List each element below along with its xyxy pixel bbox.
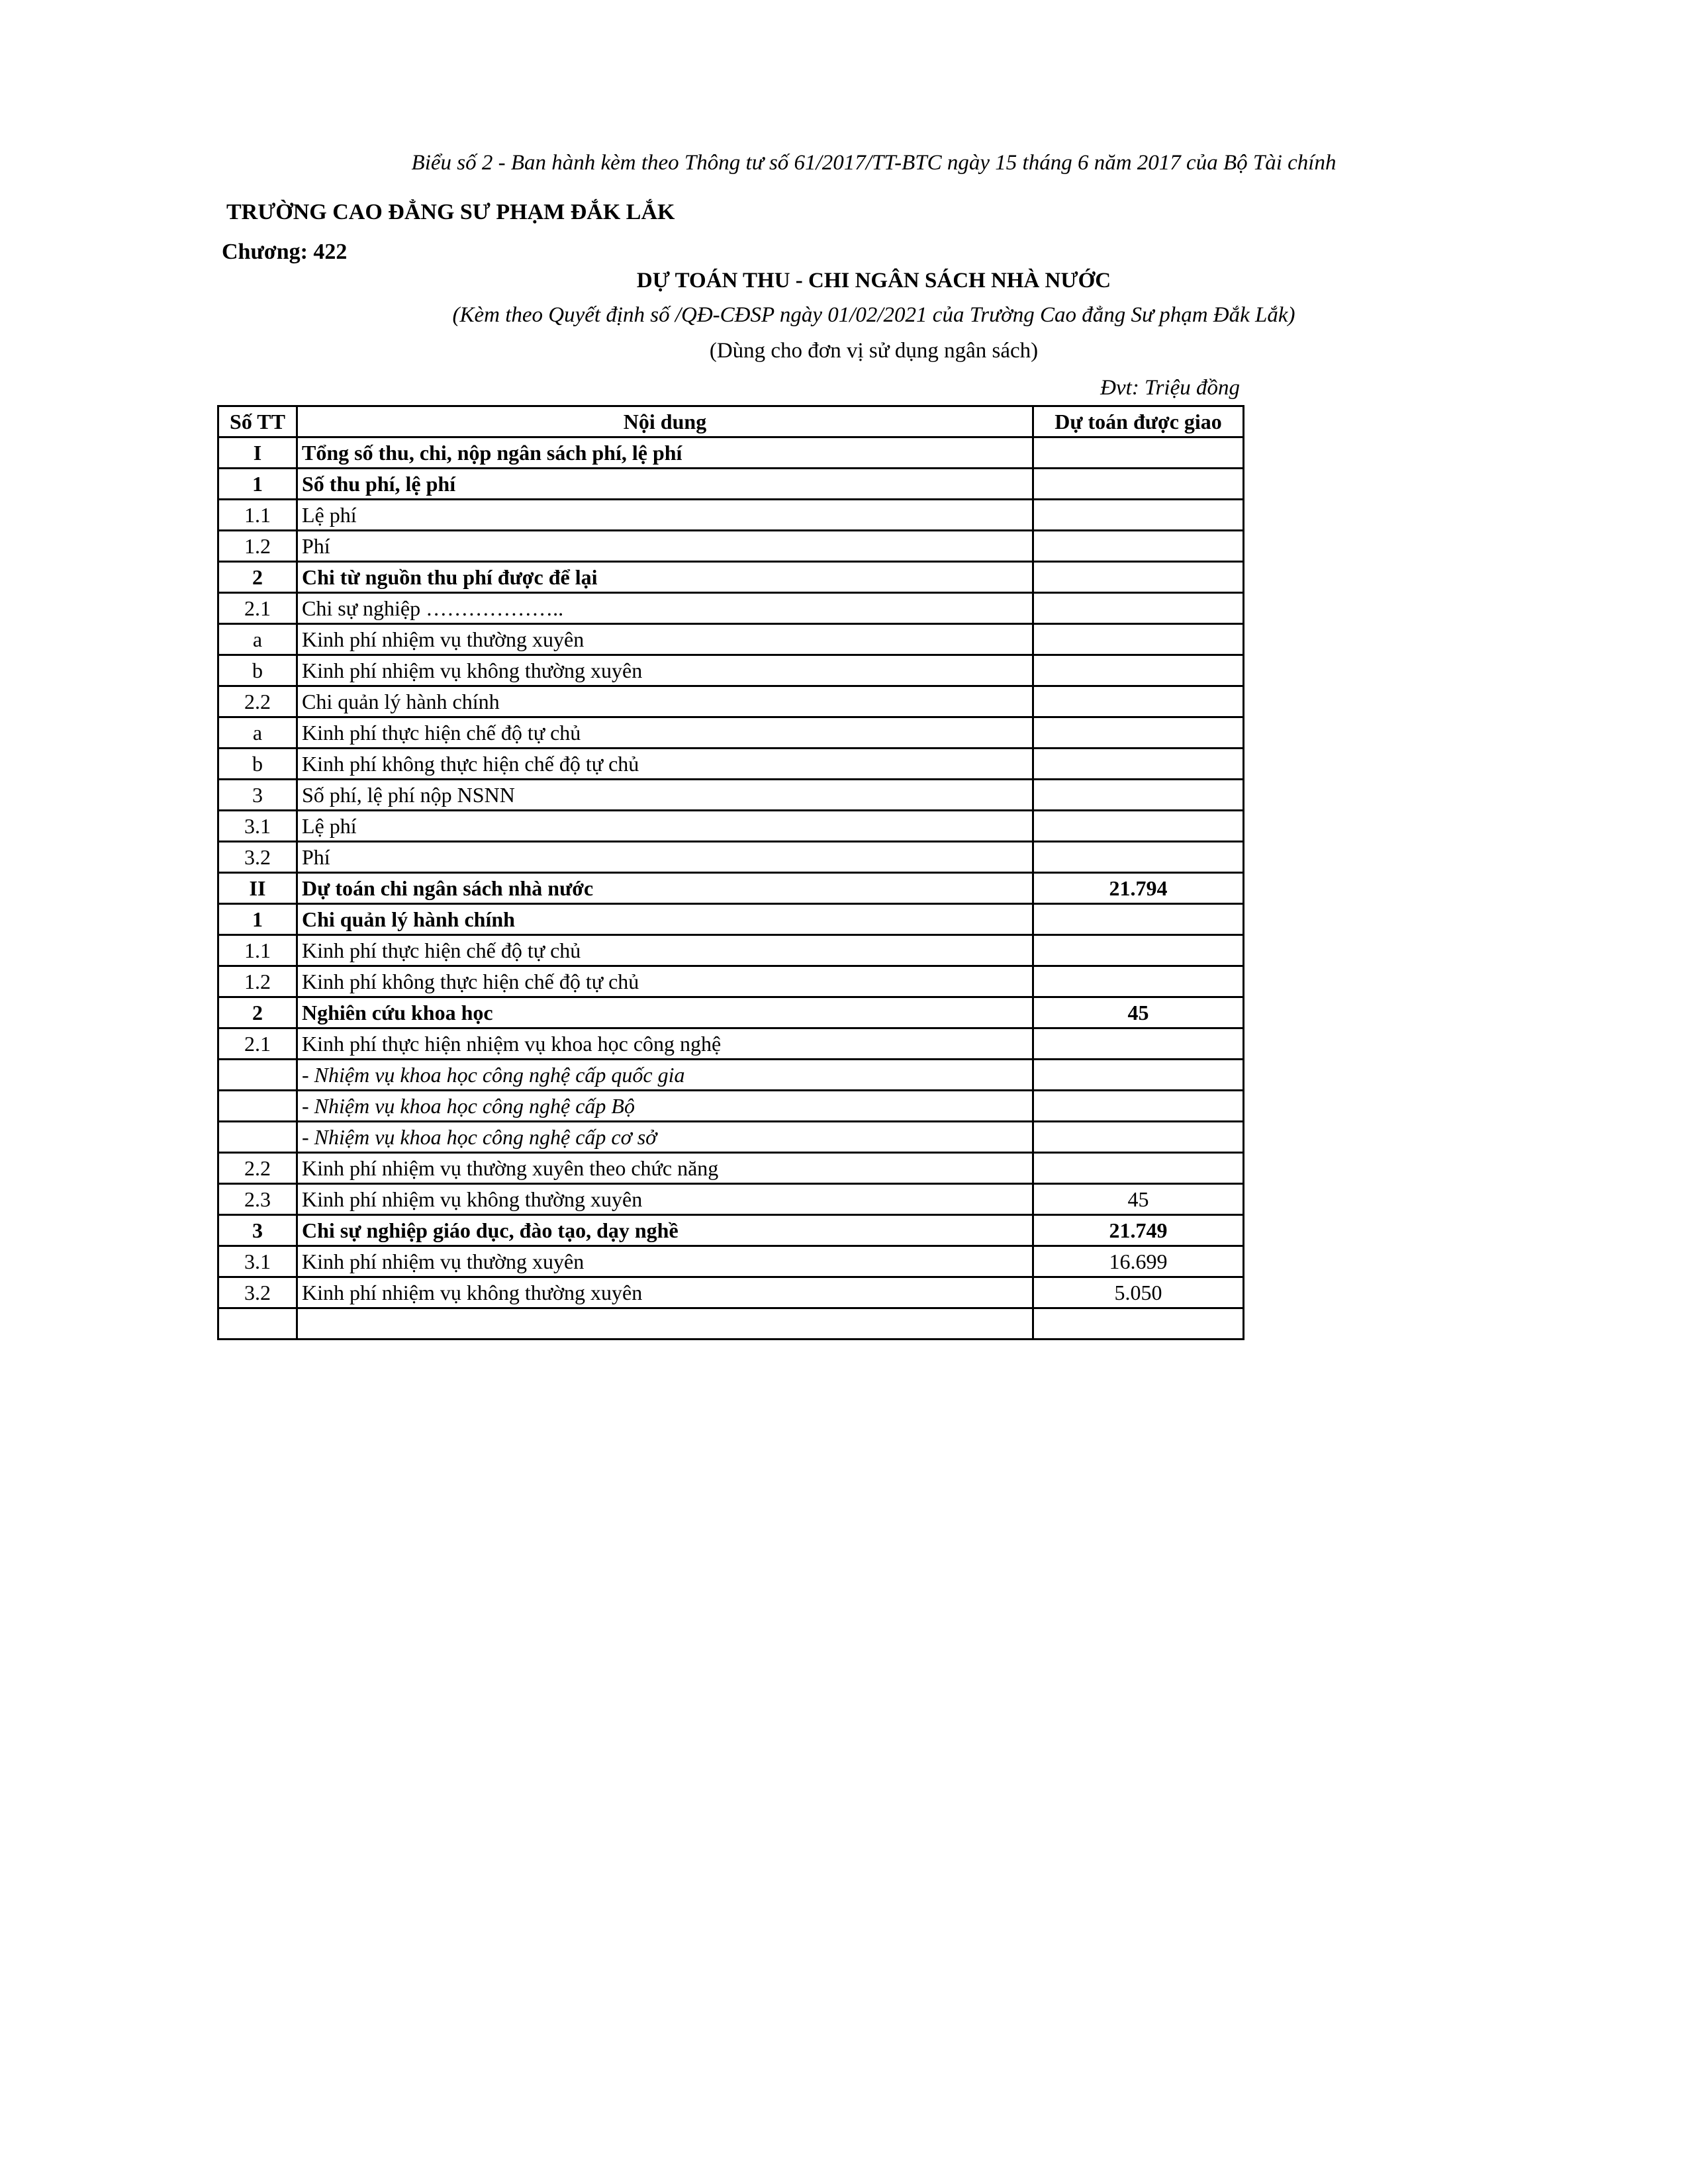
- row-number-cell: 3.2: [218, 1277, 297, 1308]
- row-value-cell: [1033, 1028, 1244, 1060]
- row-number-cell: 1.1: [218, 935, 297, 966]
- row-number-cell: 1.1: [218, 500, 297, 531]
- row-value-cell: 5.050: [1033, 1277, 1244, 1308]
- row-content-cell: Kinh phí nhiệm vụ không thường xuyên: [297, 1184, 1033, 1215]
- row-value-cell: [1033, 1060, 1244, 1091]
- table-row: [218, 500, 1244, 531]
- row-number-cell: 2.1: [218, 1028, 297, 1060]
- row-number-cell: b: [218, 655, 297, 686]
- table-row: [218, 624, 1244, 655]
- table-header-row: [218, 406, 1244, 437]
- table-row: [218, 811, 1244, 842]
- row-content-cell: Chi sự nghiệp giáo dục, đào tạo, dạy nghề: [297, 1215, 1033, 1246]
- table-row: [218, 531, 1244, 562]
- table-row: [218, 966, 1244, 997]
- row-number-cell: 1: [218, 904, 297, 935]
- row-value-cell: 21.794: [1033, 873, 1244, 904]
- row-content-cell: [297, 1308, 1033, 1340]
- table-row: [218, 935, 1244, 966]
- table-row: [218, 1246, 1244, 1277]
- organization-name: TRƯỜNG CAO ĐẲNG SƯ PHẠM ĐẮK LẮK: [226, 200, 675, 224]
- row-value-cell: [1033, 1153, 1244, 1184]
- row-value-cell: [1033, 811, 1244, 842]
- table-row: [218, 655, 1244, 686]
- row-number-cell: [218, 1091, 297, 1122]
- row-value-cell: 45: [1033, 1184, 1244, 1215]
- table-row: [218, 749, 1244, 780]
- decision-reference: (Kèm theo Quyết định số /QĐ-CĐSP ngày 01/02/2021 của Trường Cao đẳng Sư phạm Đắk Lắk): [452, 303, 1295, 327]
- chapter-code: Chương: 422: [222, 240, 348, 264]
- row-number-cell: 2: [218, 562, 297, 593]
- row-number-cell: 2.2: [218, 1153, 297, 1184]
- row-number-cell: 3: [218, 780, 297, 811]
- row-content-cell: Kinh phí thực hiện nhiệm vụ khoa học công nghệ: [297, 1028, 1033, 1060]
- table-row: [218, 1277, 1244, 1308]
- column-header-content: Nội dung: [297, 406, 1033, 437]
- table-row: [218, 780, 1244, 811]
- row-number-cell: 3.1: [218, 1246, 297, 1277]
- row-content-cell: Kinh phí thực hiện chế độ tự chủ: [297, 935, 1033, 966]
- row-content-cell: Phí: [297, 531, 1033, 562]
- table-row: [218, 1308, 1244, 1340]
- row-number-cell: a: [218, 717, 297, 749]
- table-row: [218, 873, 1244, 904]
- row-content-cell: Kinh phí nhiệm vụ thường xuyên theo chức năng: [297, 1153, 1033, 1184]
- table-row: [218, 1060, 1244, 1091]
- column-header-stt: Số TT: [218, 406, 297, 437]
- row-content-cell: Kinh phí nhiệm vụ thường xuyên: [297, 624, 1033, 655]
- row-value-cell: [1033, 904, 1244, 935]
- document-title: DỰ TOÁN THU - CHI NGÂN SÁCH NHÀ NƯỚC: [636, 269, 1111, 293]
- row-content-cell: Chi quản lý hành chính: [297, 686, 1033, 717]
- row-content-cell: Kinh phí nhiệm vụ không thường xuyên: [297, 655, 1033, 686]
- row-number-cell: [218, 1060, 297, 1091]
- row-value-cell: 45: [1033, 997, 1244, 1028]
- table-row: [218, 1184, 1244, 1215]
- row-value-cell: [1033, 437, 1244, 469]
- row-value-cell: [1033, 593, 1244, 624]
- row-content-cell: Kinh phí nhiệm vụ không thường xuyên: [297, 1277, 1033, 1308]
- row-content-cell: Dự toán chi ngân sách nhà nước: [297, 873, 1033, 904]
- row-number-cell: 3.2: [218, 842, 297, 873]
- row-content-cell: Kinh phí thực hiện chế độ tự chủ: [297, 717, 1033, 749]
- row-number-cell: 1: [218, 469, 297, 500]
- table-row: [218, 842, 1244, 873]
- row-number-cell: 1.2: [218, 531, 297, 562]
- row-value-cell: [1033, 686, 1244, 717]
- table-row: [218, 717, 1244, 749]
- row-value-cell: [1033, 500, 1244, 531]
- table-row: [218, 1153, 1244, 1184]
- table-row: [218, 1122, 1244, 1153]
- row-number-cell: 2: [218, 997, 297, 1028]
- row-number-cell: II: [218, 873, 297, 904]
- row-content-cell: - Nhiệm vụ khoa học công nghệ cấp quốc gia: [297, 1060, 1033, 1091]
- row-number-cell: [218, 1308, 297, 1340]
- row-number-cell: 3.1: [218, 811, 297, 842]
- table-body: [218, 437, 1244, 1340]
- row-value-cell: [1033, 842, 1244, 873]
- row-value-cell: [1033, 717, 1244, 749]
- row-content-cell: Số thu phí, lệ phí: [297, 469, 1033, 500]
- row-content-cell: Chi quản lý hành chính: [297, 904, 1033, 935]
- table-row: [218, 1215, 1244, 1246]
- row-content-cell: Phí: [297, 842, 1033, 873]
- row-content-cell: - Nhiệm vụ khoa học công nghệ cấp Bộ: [297, 1091, 1033, 1122]
- row-content-cell: Lệ phí: [297, 500, 1033, 531]
- row-number-cell: 2.3: [218, 1184, 297, 1215]
- row-number-cell: a: [218, 624, 297, 655]
- table-row: [218, 904, 1244, 935]
- table-row: [218, 593, 1244, 624]
- form-reference-note: Biểu số 2 - Ban hành kèm theo Thông tư số 61/2017/TT-BTC ngày 15 tháng 6 năm 2017 của Bộ Tài chính: [411, 151, 1336, 175]
- column-header-value: Dự toán được giao: [1033, 406, 1244, 437]
- row-value-cell: [1033, 1122, 1244, 1153]
- table-row: [218, 1091, 1244, 1122]
- row-value-cell: [1033, 469, 1244, 500]
- row-number-cell: I: [218, 437, 297, 469]
- row-number-cell: 3: [218, 1215, 297, 1246]
- row-content-cell: Tổng số thu, chi, nộp ngân sách phí, lệ phí: [297, 437, 1033, 469]
- row-value-cell: [1033, 624, 1244, 655]
- table-row: [218, 469, 1244, 500]
- table-row: [218, 1028, 1244, 1060]
- row-number-cell: [218, 1122, 297, 1153]
- table-row: [218, 997, 1244, 1028]
- unit-label: Đvt: Triệu đồng: [1100, 376, 1240, 400]
- row-value-cell: [1033, 1091, 1244, 1122]
- row-value-cell: [1033, 1308, 1244, 1340]
- row-content-cell: Kinh phí không thực hiện chế độ tự chủ: [297, 966, 1033, 997]
- row-content-cell: - Nhiệm vụ khoa học công nghệ cấp cơ sở: [297, 1122, 1033, 1153]
- row-value-cell: [1033, 562, 1244, 593]
- row-value-cell: [1033, 531, 1244, 562]
- row-value-cell: 21.749: [1033, 1215, 1244, 1246]
- row-value-cell: [1033, 780, 1244, 811]
- row-value-cell: [1033, 749, 1244, 780]
- row-content-cell: Chi từ nguồn thu phí được để lại: [297, 562, 1033, 593]
- row-content-cell: Kinh phí nhiệm vụ thường xuyên: [297, 1246, 1033, 1277]
- row-number-cell: 2.2: [218, 686, 297, 717]
- row-value-cell: [1033, 935, 1244, 966]
- table-row: [218, 686, 1244, 717]
- row-number-cell: b: [218, 749, 297, 780]
- row-content-cell: Nghiên cứu khoa học: [297, 997, 1033, 1028]
- row-number-cell: 2.1: [218, 593, 297, 624]
- table-row: [218, 437, 1244, 469]
- budget-table: [217, 405, 1244, 1340]
- row-content-cell: Số phí, lệ phí nộp NSNN: [297, 780, 1033, 811]
- usage-note: (Dùng cho đơn vị sử dụng ngân sách): [709, 339, 1039, 363]
- row-content-cell: Kinh phí không thực hiện chế độ tự chủ: [297, 749, 1033, 780]
- table-row: [218, 562, 1244, 593]
- row-value-cell: [1033, 655, 1244, 686]
- row-content-cell: Chi sự nghiệp ………………..: [297, 593, 1033, 624]
- row-number-cell: 1.2: [218, 966, 297, 997]
- row-content-cell: Lệ phí: [297, 811, 1033, 842]
- row-value-cell: 16.699: [1033, 1246, 1244, 1277]
- row-value-cell: [1033, 966, 1244, 997]
